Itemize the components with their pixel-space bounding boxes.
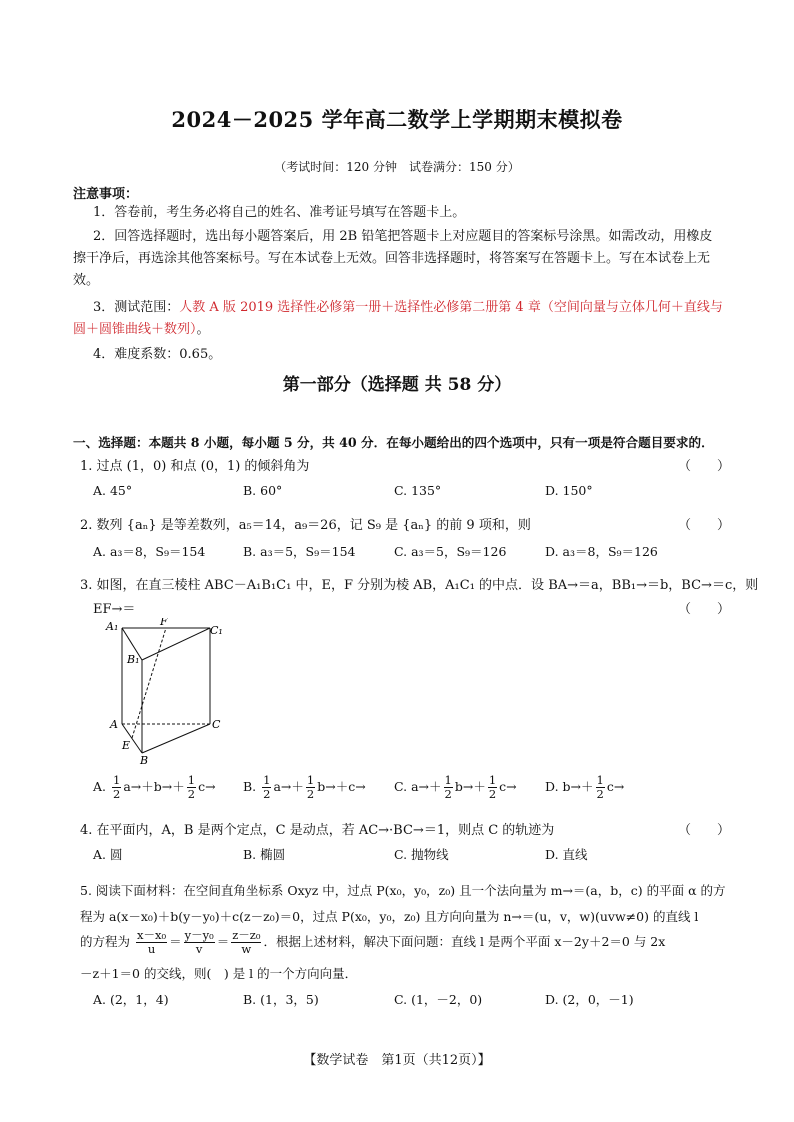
q1-option-d: D. 150° xyxy=(545,483,593,498)
fraction-x xyxy=(136,929,167,956)
q3-option-a xyxy=(93,774,216,801)
answer-paren: （ ） xyxy=(678,823,731,838)
text: 的方程为 xyxy=(80,934,131,949)
question-5-line-1: 5. 阅读下面材料：在空间直角坐标系 Oxyz 中，过点 P(x₀，y₀，z₀) 且一个法向量为 m→＝(a，b，c) 的平面 α 的方 xyxy=(80,883,726,898)
q4-option-a: A. 圆 xyxy=(93,847,123,862)
term: c→ xyxy=(198,779,216,794)
numerator: 1 xyxy=(113,773,121,787)
fraction xyxy=(112,774,121,801)
term: b→＋ xyxy=(454,779,486,794)
notice-item-4: 4．难度系数：0.65。 xyxy=(93,347,222,362)
fraction xyxy=(596,774,605,801)
label-b: B xyxy=(140,754,149,767)
text: ．根据上述材料，解决下面问题：直线 l 是两个平面 x－2y＋2＝0 与 2x xyxy=(263,934,666,949)
term: b→＋ xyxy=(562,779,594,794)
question-2-stem: 2. 数列 {aₙ} 是等差数列，a₅＝14，a₉＝26，记 S₉ 是 {aₙ} 的前 9 项和，则 xyxy=(80,518,531,533)
denominator: u xyxy=(147,942,156,956)
numerator: 1 xyxy=(306,773,315,787)
equals: ＝ xyxy=(169,934,182,949)
denominator: 2 xyxy=(187,787,196,801)
numerator: x－x₀ xyxy=(137,928,167,942)
q5-option-a: A. (2，1，4) xyxy=(93,992,169,1007)
segment-ef xyxy=(132,628,166,738)
fraction xyxy=(444,774,453,801)
question-5-line-3 xyxy=(80,929,665,956)
denominator: 2 xyxy=(113,787,121,801)
notice-item-3 xyxy=(73,297,723,341)
q3-option-b xyxy=(243,774,366,801)
numerator: 1 xyxy=(263,773,271,787)
term: a→＋b→＋ xyxy=(123,779,185,794)
q5-option-c: C. (1，－2，0) xyxy=(394,992,483,1007)
question-3-stem: 3. 如图，在直三棱柱 ABC－A₁B₁C₁ 中，E，F 分别为棱 AB，A₁C₁ 的中点．设 BA→＝a，BB₁→＝b，BC→＝c，则 xyxy=(80,578,759,593)
q5-option-b: B. (1，3，5) xyxy=(243,992,319,1007)
denominator: w xyxy=(241,942,252,956)
denominator: 2 xyxy=(444,787,452,801)
fraction-y xyxy=(184,929,215,956)
equals: ＝ xyxy=(216,934,230,949)
section-heading: 一、选择题：本题共 8 小题，每小题 5 分，共 40 分．在每小题给出的四个选项中，只有一项是符合题目要求的． xyxy=(73,435,714,450)
numerator: 1 xyxy=(596,773,604,787)
q4-option-d: D. 直线 xyxy=(545,847,588,862)
question-3-stem-cont: EF→＝ xyxy=(93,602,136,617)
question-1-stem: 1. 过点 (1，0) 和点 (0，1) 的倾斜角为 xyxy=(80,459,310,474)
term: b→＋c→ xyxy=(317,779,366,794)
notice-item-2: 2．回答选择题时，选出每小题答案后，用 2B 铅笔把答题卡上对应题目的答案标号涂黑。如需改动，用橡皮擦干净后，再选涂其他答案标号。写在本试卷上无效。回答非选择题时，将答案写在答题卡上。写在本试卷上无效。 xyxy=(73,229,713,288)
term: c→ xyxy=(606,779,625,794)
q4-option-c: C. 抛物线 xyxy=(394,847,449,862)
fraction xyxy=(187,774,196,801)
page-title: 2024－2025 学年高二数学上学期期末模拟卷 xyxy=(171,107,623,132)
q1-option-c: C. 135° xyxy=(394,483,442,498)
edge-bc xyxy=(142,724,210,753)
denominator: v xyxy=(195,942,203,956)
q2-option-c: C. a₃＝5，S₉＝126 xyxy=(394,544,507,559)
fraction xyxy=(488,774,497,801)
denominator: 2 xyxy=(263,787,271,801)
label-a: A xyxy=(110,718,118,731)
q1-option-b: B. 60° xyxy=(243,483,283,498)
fraction xyxy=(262,774,271,801)
option-letter: B. xyxy=(243,779,257,794)
numerator: y－y₀ xyxy=(184,928,214,942)
term: a→＋ xyxy=(411,779,442,794)
answer-paren: （ ） xyxy=(678,602,731,617)
q1-option-a: A. 45° xyxy=(93,483,133,498)
numerator: 1 xyxy=(488,773,497,787)
q3-option-d xyxy=(545,774,624,801)
label-c: C xyxy=(212,718,221,731)
numerator: z－z₀ xyxy=(232,928,261,942)
question-4-stem: 4. 在平面内，A，B 是两个定点，C 是动点，若 AC→·BC→＝1，则点 C 的轨迹为 xyxy=(80,823,555,838)
edge-b1c1 xyxy=(142,628,210,660)
label-e: E xyxy=(122,739,131,752)
fraction xyxy=(306,774,315,801)
option-letter: D. xyxy=(545,779,559,794)
notice-item-1: 1．答卷前，考生务必将自己的姓名、准考证号填写在答题卡上。 xyxy=(93,205,466,220)
question-5-line-2: 程为 a(x－x₀)＋b(y－y₀)＋c(z－z₀)＝0，过点 P(x₀，y₀，z₀) 且方向向量为 n→＝(u，v，w)(uvw≠0) 的直线 l xyxy=(80,909,699,924)
term: c→ xyxy=(499,779,517,794)
answer-paren: （ ） xyxy=(678,518,731,533)
page-footer: 【数学试卷 第1页（共12页）】 xyxy=(303,1053,491,1068)
q2-option-a: A. a₃＝8，S₉＝154 xyxy=(93,544,206,559)
exam-info: （考试时间：120 分钟 试卷满分：150 分） xyxy=(274,160,520,174)
q4-option-b: B. 椭圆 xyxy=(243,847,286,862)
denominator: 2 xyxy=(306,787,315,801)
q3-option-c xyxy=(394,774,517,801)
numerator: 1 xyxy=(187,773,196,787)
notice-item-3-suffix: 。 xyxy=(196,322,210,337)
option-letter: C. xyxy=(394,779,408,794)
label-b1: B₁ xyxy=(127,653,140,666)
fraction-z xyxy=(231,929,261,956)
part-title: 第一部分（选择题 共 58 分） xyxy=(282,375,512,395)
question-5-line-4: －z＋1＝0 的交线，则( ) 是 l 的一个方向向量． xyxy=(80,966,358,981)
q5-option-d: D. (2，0，－1) xyxy=(545,992,634,1007)
prism-figure xyxy=(100,618,230,768)
label-a1: A₁ xyxy=(106,620,119,633)
notice-heading: 注意事项： xyxy=(73,187,139,202)
numerator: 1 xyxy=(444,773,452,787)
answer-paren: （ ） xyxy=(678,459,731,474)
q2-option-d: D. a₃＝8，S₉＝126 xyxy=(545,544,658,559)
notice-item-3-prefix: 3．测试范围： xyxy=(93,300,180,315)
denominator: 2 xyxy=(488,787,497,801)
label-f: F xyxy=(160,618,168,628)
option-letter: A. xyxy=(93,779,107,794)
q2-option-b: B. a₃＝5，S₉＝154 xyxy=(243,544,356,559)
label-c1: C₁ xyxy=(210,624,223,637)
term: a→＋ xyxy=(273,779,304,794)
denominator: 2 xyxy=(596,787,604,801)
test-scope: 人教 A 版 2019 选择性必修第一册＋选择性必修第二册第 4 章（空间向量与立体几何＋直线与圆＋圆锥曲线＋数列） xyxy=(73,300,723,337)
